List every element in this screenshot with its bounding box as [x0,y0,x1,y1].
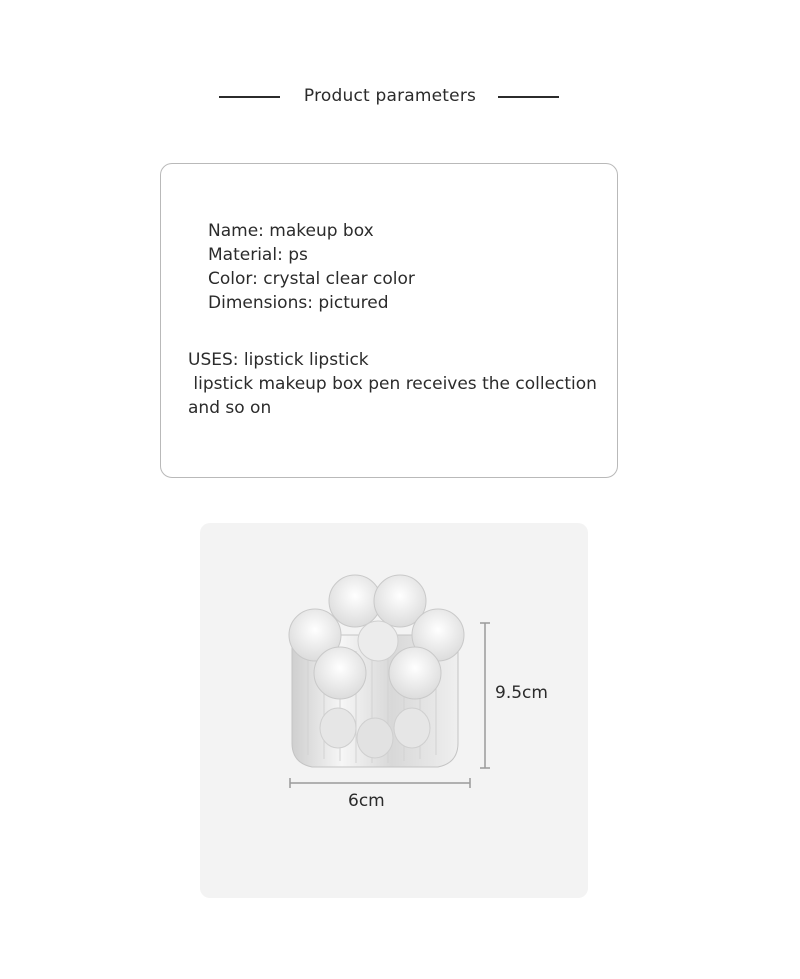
height-label: 9.5cm [495,683,548,703]
width-label: 6cm [348,791,385,811]
uses-line-3: and so on [188,398,272,418]
spec-material: Material: ps [208,245,308,265]
parameters-card [160,163,618,478]
section-header [0,82,800,112]
spec-dimensions: Dimensions: pictured [208,293,389,313]
height-dimension-line [480,623,490,768]
section-title: Product parameters [303,86,477,106]
uses-line-2: lipstick makeup box pen receives the collection [188,374,597,394]
uses-line-1: USES: lipstick lipstick [188,350,369,370]
width-dimension-line [290,778,470,788]
spec-list [208,219,415,315]
header-divider-left [219,96,280,98]
spec-color: Color: crystal clear color [208,269,415,289]
makeup-box-image [289,575,464,767]
uses-text [188,348,628,420]
product-illustration [200,523,588,898]
product-image-panel [200,523,588,898]
header-divider-right [498,96,559,98]
spec-name: Name: makeup box [208,221,374,241]
